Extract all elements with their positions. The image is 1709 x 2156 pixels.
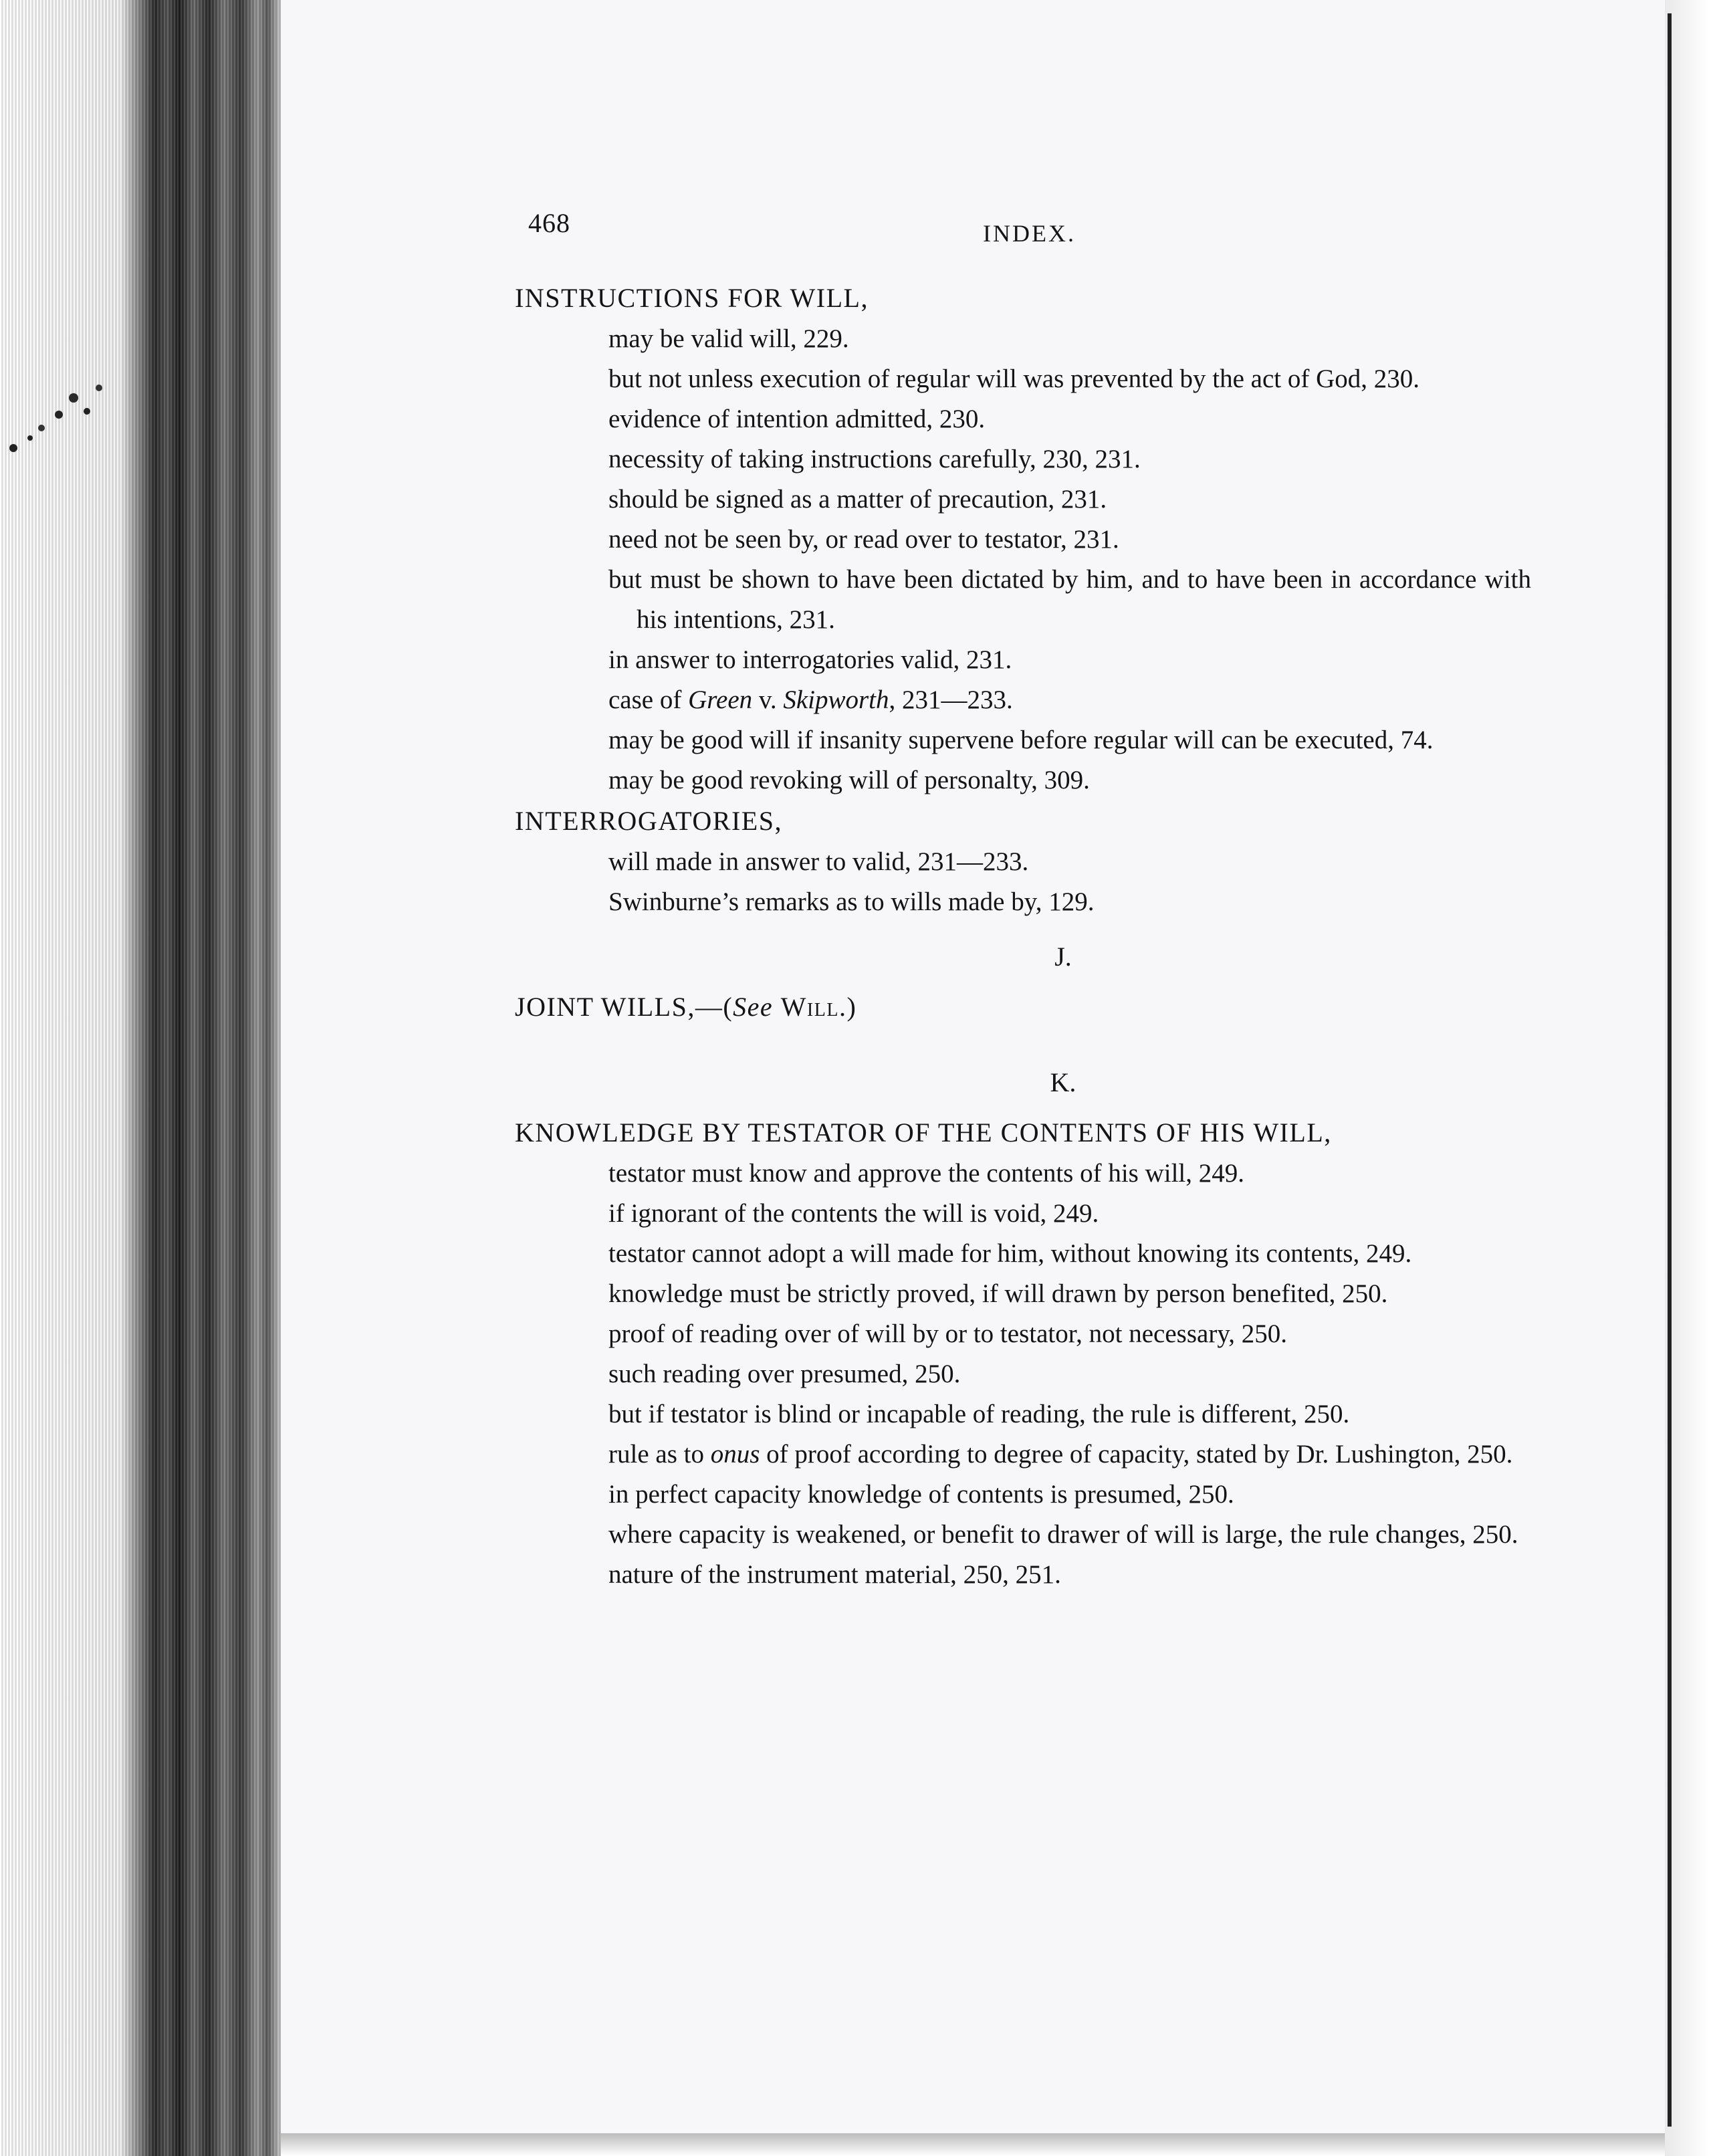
entry-text: of proof according to degree of capacity, stated by Dr. Lushington, 250. xyxy=(760,1440,1513,1469)
index-entry: need not be seen by, or read over to testator, 231. xyxy=(608,525,1119,554)
index-entry: but not unless execution of regular will was prevented by the act of God, 230. xyxy=(608,364,1420,393)
see-italic: See xyxy=(733,992,774,1022)
spacer xyxy=(515,1028,1531,1048)
index-entry: testator must know and approve the contents of his will, 249. xyxy=(608,1159,1245,1188)
book-spine-edge xyxy=(0,0,281,2156)
index-entry: but if testator is blind or incapable of reading, the rule is different, 250. xyxy=(608,1400,1350,1428)
index-entry: evidence of intention admitted, 230. xyxy=(608,405,986,433)
entry-text: v. xyxy=(752,685,784,714)
entry-text: rule as to xyxy=(608,1440,711,1469)
index-entry: where capacity is weakened, or benefit to drawer of will is large, the rule changes, 250. xyxy=(608,1520,1518,1549)
index-entry: but must be shown to have been dictated by him, and to have been in accordance with his intentions, 231. xyxy=(608,565,1531,634)
heading-text: .) xyxy=(838,992,857,1022)
term-italic: onus xyxy=(710,1440,760,1469)
running-title: INDEX. xyxy=(983,220,1076,247)
cross-reference: Will xyxy=(780,992,839,1022)
index-heading xyxy=(515,986,1531,1028)
index-entry: knowledge must be strictly proved, if will drawn by person benefited, 250. xyxy=(608,1279,1388,1308)
index-entry: will made in answer to valid, 231—233. xyxy=(608,847,1029,876)
index-heading: INSTRUCTIONS FOR WILL, xyxy=(515,283,869,313)
index-entry: such reading over presumed, 250. xyxy=(608,1360,961,1388)
index-entry: proof of reading over of will by or to testator, not necessary, 250. xyxy=(608,1319,1288,1348)
index-entry: necessity of taking instructions carefully, 230, 231. xyxy=(608,445,1141,473)
index-entry xyxy=(608,680,1531,720)
index-heading: KNOWLEDGE BY TESTATOR OF THE CONTENTS OF HIS WILL, xyxy=(515,1117,1332,1148)
index-entry: nature of the instrument material, 250, 251. xyxy=(608,1560,1061,1589)
entry-text: case of xyxy=(608,685,689,714)
index-entry: should be signed as a matter of precaution, 231. xyxy=(608,485,1107,514)
index-content xyxy=(515,278,1531,1595)
page-number: 468 xyxy=(528,208,570,238)
index-entry: Swinburne’s remarks as to wills made by, 129. xyxy=(608,887,1095,916)
page-gutter-line xyxy=(1668,13,1672,2127)
running-header xyxy=(528,207,1709,254)
index-entry: in perfect capacity knowledge of contents is presumed, 250. xyxy=(608,1480,1234,1509)
index-entry: may be good will if insanity supervene before regular will can be executed, 74. xyxy=(608,726,1434,754)
index-entry: in answer to interrogatories valid, 231. xyxy=(608,645,1012,674)
index-entry: if ignorant of the contents the will is void, 249. xyxy=(608,1199,1099,1228)
case-name-italic: Green xyxy=(688,685,753,714)
section-letter: J. xyxy=(1054,942,1072,972)
page-bottom-edge xyxy=(281,2133,1665,2156)
index-entry: testator cannot adopt a will made for him, without knowing its contents, 249. xyxy=(608,1239,1412,1268)
index-entry: may be valid will, 229. xyxy=(608,324,849,353)
entry-text: , 231—233. xyxy=(889,685,1013,714)
case-name-italic: Skipworth xyxy=(783,685,889,714)
index-entry: may be good revoking will of personalty, 309. xyxy=(608,766,1090,794)
section-letter: K. xyxy=(1050,1067,1076,1097)
margin-ink-marks xyxy=(0,361,114,495)
index-entry xyxy=(608,1434,1531,1475)
index-heading: INTERROGATORIES, xyxy=(515,806,782,836)
heading-text: JOINT WILLS,—( xyxy=(515,992,733,1022)
